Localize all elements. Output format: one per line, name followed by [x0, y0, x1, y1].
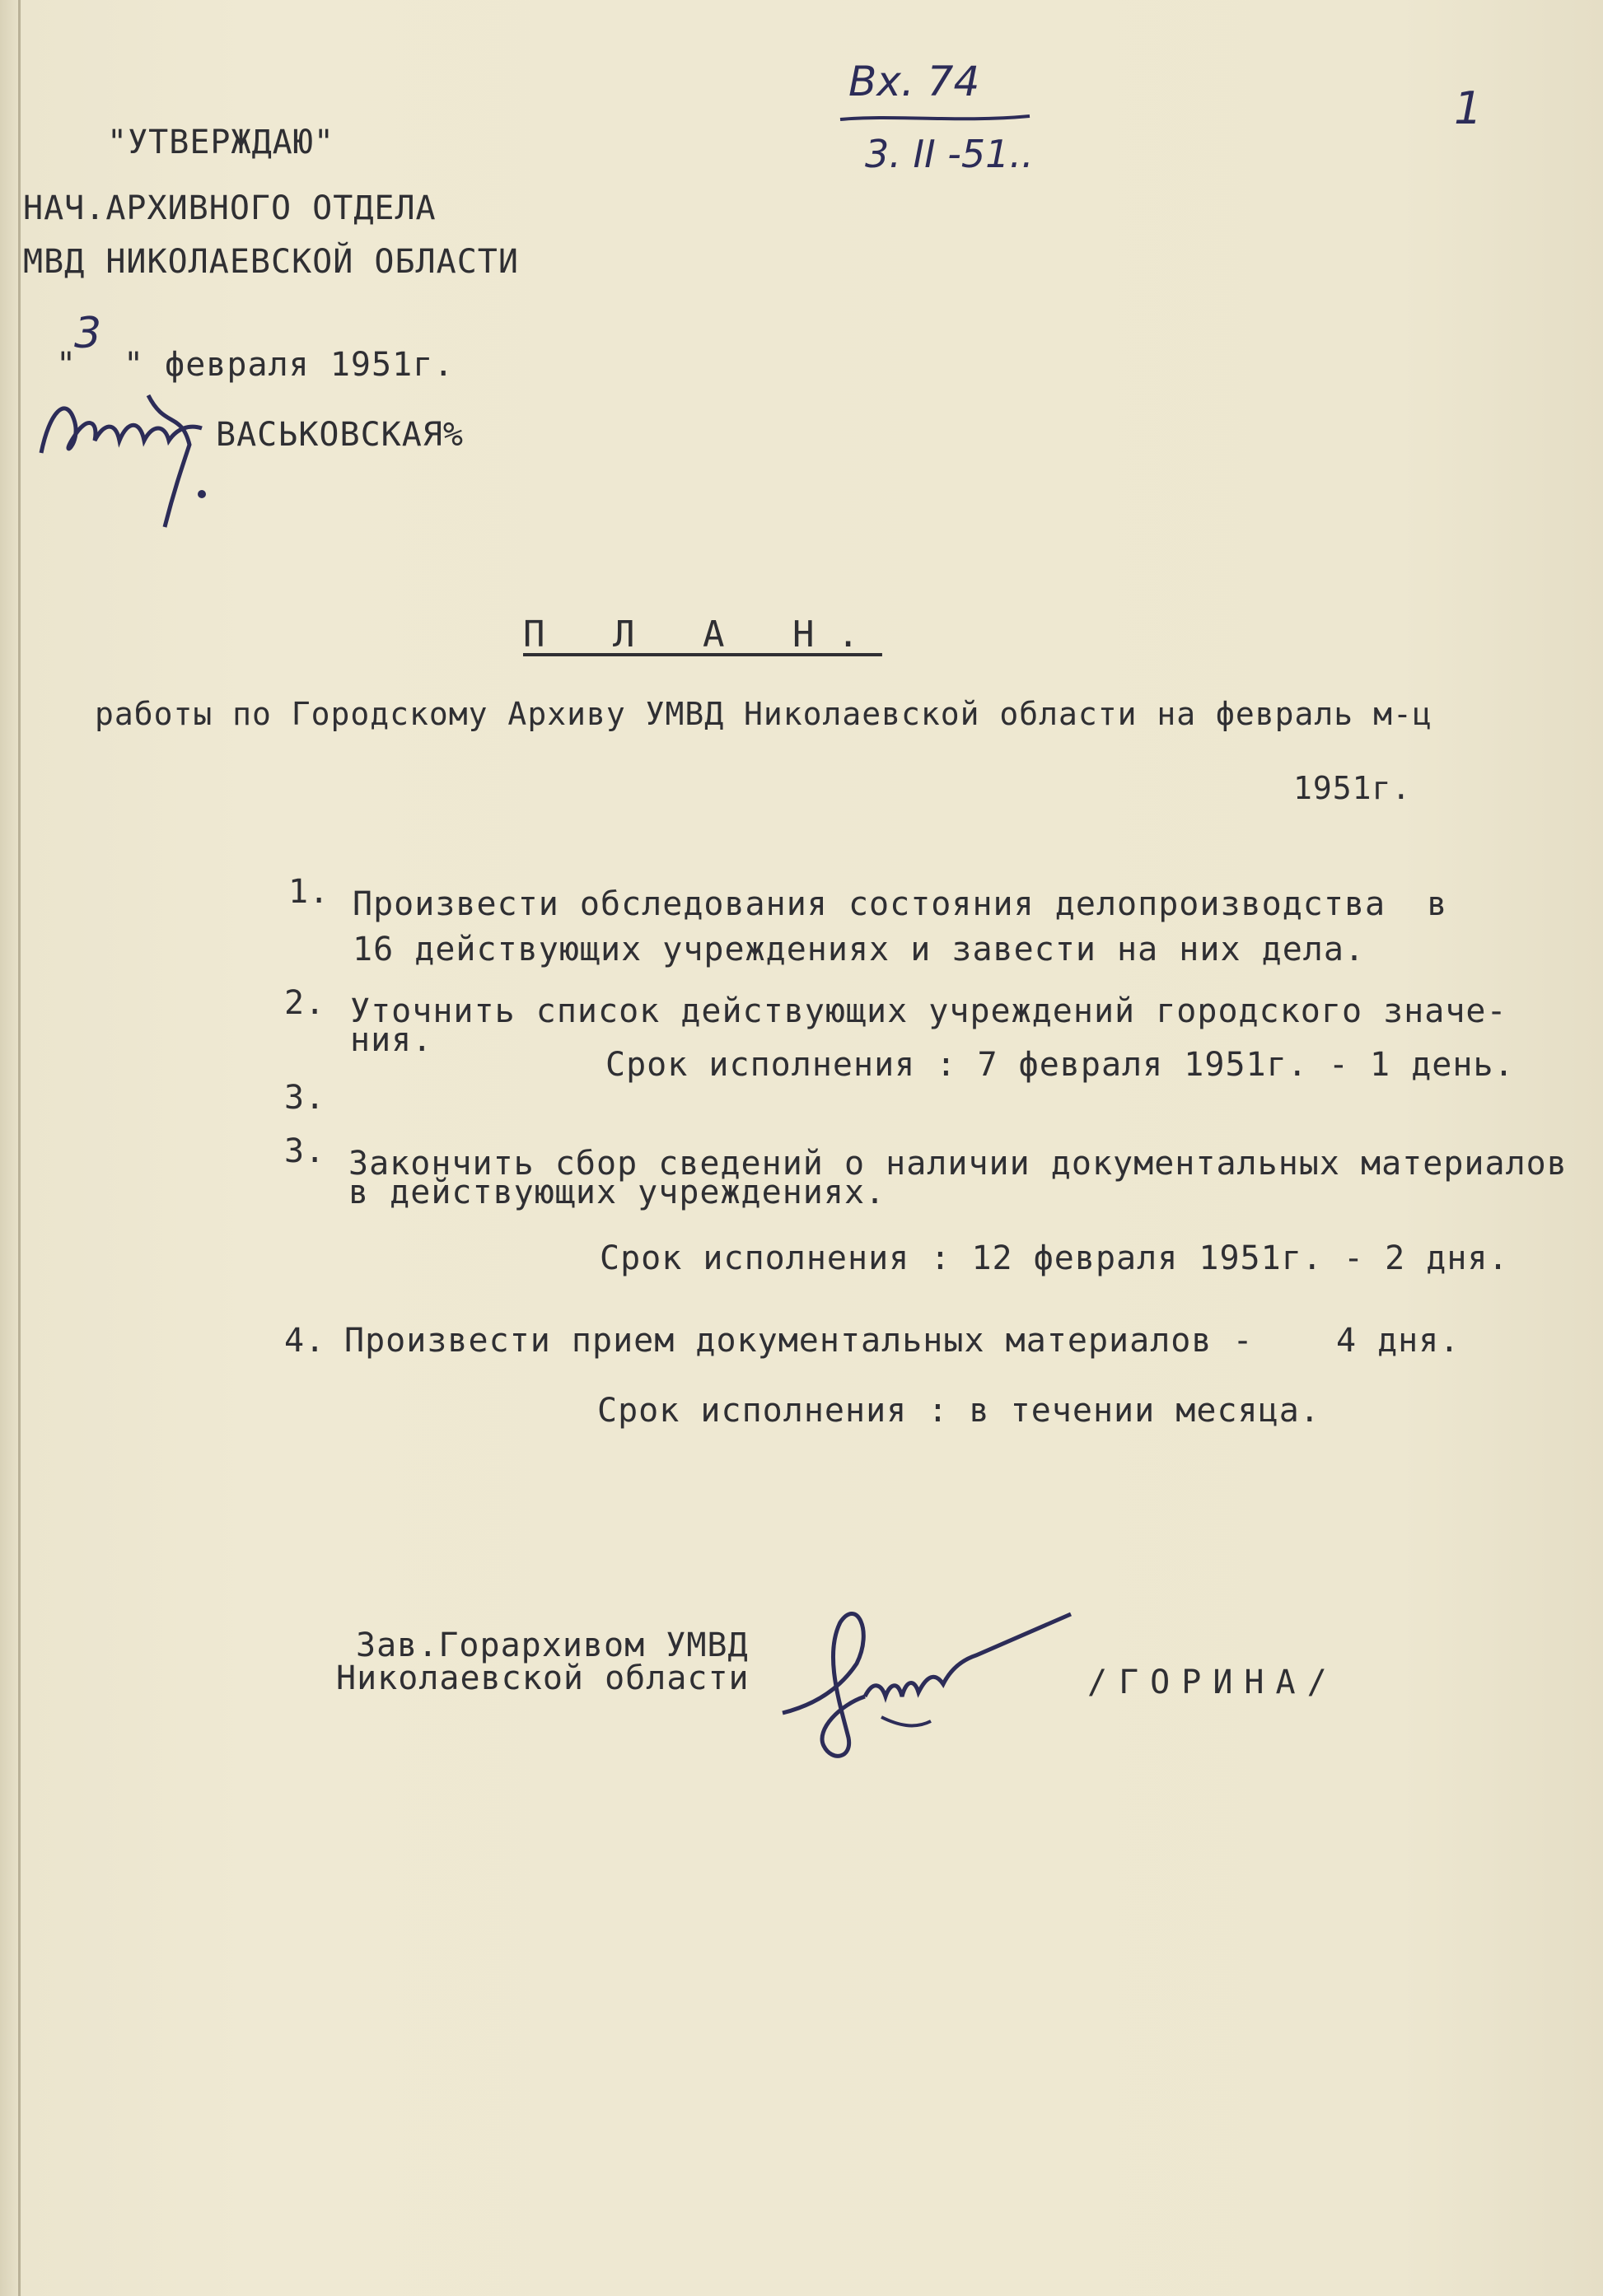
incoming-number: Вх. 74: [848, 58, 980, 105]
approval-date-rest: " февраля 1951г.: [124, 346, 455, 384]
incoming-underline: [836, 111, 1034, 128]
footer-name: /ГОРИНА/: [1087, 1664, 1339, 1701]
item-3-number: 3.: [284, 1132, 326, 1170]
item-3-line2: в действующих учреждениях.: [348, 1174, 886, 1211]
document-subtitle-line1: работы по Городскому Архиву УМВД Николаевской области на февраль м-ц: [95, 696, 1432, 732]
item-2-line2: ния.: [350, 1021, 433, 1059]
item-2-line1: Уточнить список действующих учреждений городского значе-: [350, 992, 1507, 1030]
item-2-number: 2.: [284, 984, 326, 1022]
footer-position-line1: Зав.Горархивом УМВД: [356, 1626, 749, 1664]
document-title: П Л А Н.: [523, 614, 882, 656]
item-4-deadline: Срок исполнения : в течении месяца.: [597, 1392, 1320, 1430]
document-subtitle-line2: 1951г.: [1293, 770, 1412, 806]
approval-date-day: 3: [74, 309, 102, 358]
footer-handwritten-signature: [766, 1581, 1079, 1771]
approval-position-line1: НАЧ.АРХИВНОГО ОТДЕЛА: [23, 189, 437, 227]
footer-position-line2: Николаевской области: [336, 1659, 750, 1697]
approval-handwritten-signature: [25, 362, 214, 535]
item-3-deadline: Срок исполнения : 12 февраля 1951г. - 2 дня.: [600, 1239, 1509, 1277]
item-3-line1: Закончить сбор сведений о наличии документальных материалов: [348, 1145, 1568, 1183]
item-4-number: 4.: [284, 1322, 326, 1360]
approval-position-line2: МВД НИКОЛАЕВСКОЙ ОБЛАСТИ: [23, 243, 519, 281]
approval-date-open-quote: ": [56, 346, 77, 384]
item-4-line1: Произвести прием документальных материалов - 4 дня.: [344, 1322, 1460, 1360]
page-number: 1: [1454, 82, 1483, 134]
item-2-deadline: Срок исполнения : 7 февраля 1951г. - 1 день.: [605, 1046, 1515, 1084]
approval-signer: ВАСЬКОВСКАЯ%: [216, 416, 464, 454]
binding-edge: [18, 0, 21, 2296]
item-1-line2: 16 действующих учреждениях и завести на них дела.: [353, 931, 1366, 968]
approval-heading: "УТВЕРЖДАЮ": [107, 124, 334, 161]
item-1-number: 1.: [288, 873, 330, 911]
incoming-date: 3. II -51..: [865, 132, 1034, 176]
item-3a-number: 3.: [284, 1079, 326, 1117]
item-1-line1: Произвести обследования состояния делопроизводства в: [353, 885, 1448, 923]
